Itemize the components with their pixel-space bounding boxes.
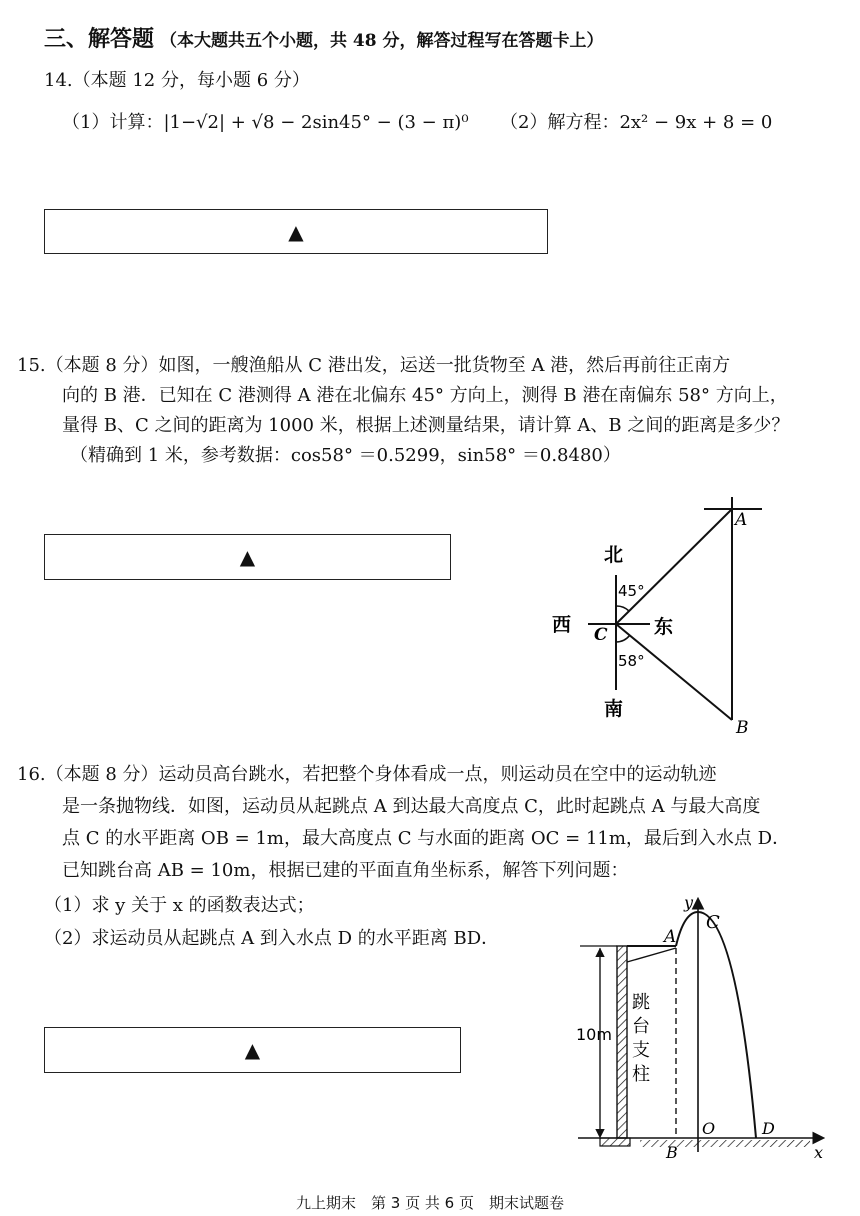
q16-part2: （2）求运动员从起跳点 A 到入水点 D 的水平距离 BD．	[44, 928, 500, 949]
platform-base	[600, 1138, 630, 1146]
answer-triangle-icon: ▲	[288, 219, 304, 244]
platform-char-4: 柱	[632, 1064, 650, 1085]
section-heading	[44, 22, 604, 53]
angle-north-label: 45°	[618, 582, 645, 600]
label-y: y	[684, 893, 694, 912]
label-west: 西	[552, 614, 572, 636]
label-D: D	[762, 1119, 775, 1138]
q15-line4: （精确到 1 米，参考数据：cos58° ＝0.5299，sin58° ＝0.8480）	[70, 445, 621, 466]
angle-south-label: 58°	[618, 652, 645, 670]
line-CB	[616, 624, 732, 720]
angle-arc-south	[616, 635, 630, 642]
page-footer: 九上期末 第 3 页 共 6 页 期末试题卷	[296, 1194, 564, 1212]
q14-part1: （1）计算：|1−√2| + √8 − 2sin45° − (3 − π)⁰	[62, 112, 469, 133]
q16-part1: （1）求 y 关于 x 的函数表达式；	[44, 895, 315, 916]
label-east: 东	[654, 616, 674, 638]
q16-answer-box	[44, 1027, 461, 1073]
q16-line1: 16.（本题 8 分）运动员高台跳水，若把整个身体看成一点，则运动员在空中的运动轨迹	[17, 764, 717, 785]
platform-column	[617, 946, 627, 1138]
platform-brace	[627, 948, 676, 962]
q16-line4: 已知跳台高 AB = 10m，根据已建的平面直角坐标系，解答下列问题：	[62, 860, 629, 881]
answer-triangle-icon: ▲	[239, 545, 256, 569]
label-C: C	[594, 625, 608, 645]
platform-char-2: 台	[632, 1016, 650, 1037]
label-south: 南	[604, 698, 624, 720]
label-C: C	[706, 912, 720, 933]
platform-char-1: 跳	[632, 992, 650, 1013]
angle-arc-north	[616, 606, 629, 611]
q16-line2: 是一条抛物线．如图，运动员从起跳点 A 到达最大高度点 C，此时起跳点 A 与最大高度	[62, 796, 761, 817]
q16-figure	[560, 890, 850, 1170]
height-label: 10m	[576, 1025, 612, 1044]
q15-line2: 向的 B 港．已知在 C 港测得 A 港在北偏东 45° 方向上，测得 B 港在南偏东 58° 方向上，	[62, 385, 788, 406]
label-north: 北	[604, 544, 624, 566]
q14-header: 14.（本题 12 分，每小题 6 分）	[44, 70, 310, 91]
q15-figure	[540, 495, 780, 740]
label-B: B	[736, 718, 749, 738]
section-title: 三、解答题	[44, 27, 155, 52]
q16-line3: 点 C 的水平距离 OB = 1m，最大高度点 C 与水面的距离 OC = 11m，最后到入水点 D．	[62, 828, 791, 849]
line-CA	[616, 509, 732, 624]
answer-triangle-icon: ▲	[244, 1038, 261, 1062]
platform-char-3: 支	[632, 1040, 650, 1061]
label-x: x	[814, 1143, 824, 1162]
label-B: B	[666, 1143, 678, 1162]
label-A: A	[735, 510, 748, 530]
label-A: A	[664, 927, 677, 947]
section-note: （本大题共五个小题，共 48 分，解答过程写在答题卡上）	[160, 31, 604, 51]
label-O: O	[702, 1119, 716, 1138]
trajectory-parabola	[676, 912, 756, 1138]
q15-line1: 15.（本题 8 分）如图，一艘渔船从 C 港出发，运送一批货物至 A 港，然后再前往正南方	[17, 355, 731, 376]
q14-answer-box	[44, 209, 548, 254]
q15-line3: 量得 B、C 之间的距离为 1000 米，根据上述测量结果，请计算 A、B 之间的距离是多少？	[62, 415, 790, 436]
q14-part2: （2）解方程：2x² − 9x + 8 = 0	[500, 112, 773, 133]
q15-answer-box	[44, 534, 451, 580]
